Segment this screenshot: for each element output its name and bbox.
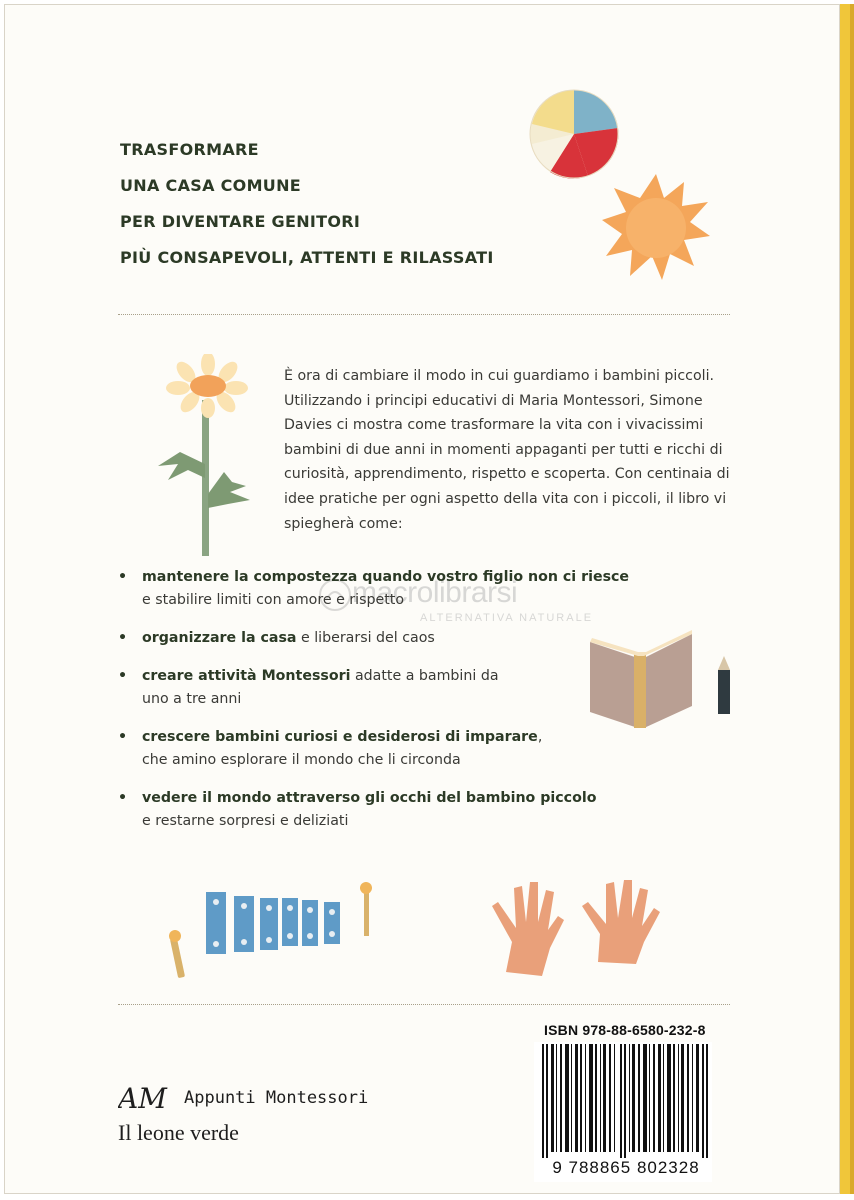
- headline-line-1: TRASFORMARE: [120, 140, 259, 159]
- headline-line-3: PER DIVENTARE GENITORI: [120, 212, 361, 231]
- list-item: [118, 726, 552, 772]
- list-item: [118, 787, 738, 833]
- bullet-rest: e restarne sorpresi e deliziati: [142, 813, 349, 829]
- barcode-digits: 9 788865 802328: [540, 1158, 712, 1178]
- intro-paragraph: È ora di cambiare il modo in cui guardiamo i bambini piccoli. Utilizzando i principi educativi di Maria Montessori, Simone Davies ci mostra come trasformare la vita con i vivacissimi bambini di due anni in momenti appaganti per tutti e ricchi di curiosità, apprendimento, rispetto e scoperta. Con centinaia di idee pratiche per ogni aspetto della vita con i piccoli, il libro vi spiegherà come:: [284, 368, 730, 532]
- bullet-bold: organizzare la casa: [142, 630, 297, 646]
- bullet-dot: •: [118, 790, 128, 806]
- xylophone-illustration: [168, 878, 384, 982]
- bullet-rest: adatte a bambini da uno a tre anni: [142, 668, 499, 707]
- barcode: [540, 1044, 712, 1160]
- divider-bottom: [118, 1004, 730, 1005]
- bullet-rest: e stabilire limiti con amore e rispetto: [142, 592, 405, 608]
- bullet-bold: creare attività Montessori: [142, 668, 351, 684]
- list-item: [118, 665, 502, 711]
- pencil-illustration: [716, 656, 732, 716]
- book-illustration: [588, 628, 694, 730]
- divider-top: [118, 314, 730, 315]
- hands-illustration: [486, 872, 662, 978]
- headline-line-4: PIÙ CONSAPEVOLI, ATTENTI E RILASSATI: [120, 248, 494, 267]
- book-spine-shadow: [850, 4, 854, 1194]
- bullet-dot: •: [118, 630, 128, 646]
- book-spine-edge: [840, 4, 850, 1194]
- bullet-bold: vedere il mondo attraverso gli occhi del bambino piccolo: [142, 790, 597, 806]
- bullet-dot: •: [118, 569, 128, 585]
- series-name: Appunti Montessori: [184, 1088, 369, 1108]
- series-logo-icon: [118, 1084, 178, 1114]
- bullet-rest: , che amino esplorare il mondo che li circonda: [142, 729, 543, 768]
- bullet-rest: e liberarsi del caos: [296, 630, 435, 646]
- bullet-bold: mantenere la compostezza quando vostro figlio non ci riesce: [142, 569, 630, 585]
- headline: [120, 132, 494, 276]
- watermark-title: macrolibrarsi: [352, 576, 518, 609]
- headline-line-2: UNA CASA COMUNE: [120, 176, 302, 195]
- flower-illustration: [148, 354, 254, 560]
- bullet-bold: crescere bambini curiosi e desiderosi di imparare: [142, 729, 538, 745]
- list-item: [118, 566, 738, 612]
- series-mark-text: AM: [118, 1084, 167, 1114]
- bullet-dot: •: [118, 668, 128, 684]
- beach-ball-illustration: [528, 88, 620, 180]
- isbn-label: ISBN 978-88-6580-232-8: [544, 1022, 706, 1038]
- sun-illustration: [600, 172, 712, 282]
- publisher-name: Il leone verde: [118, 1120, 239, 1145]
- bullet-dot: •: [118, 729, 128, 745]
- watermark-subtitle: ALTERNATIVA NATURALE: [420, 612, 594, 624]
